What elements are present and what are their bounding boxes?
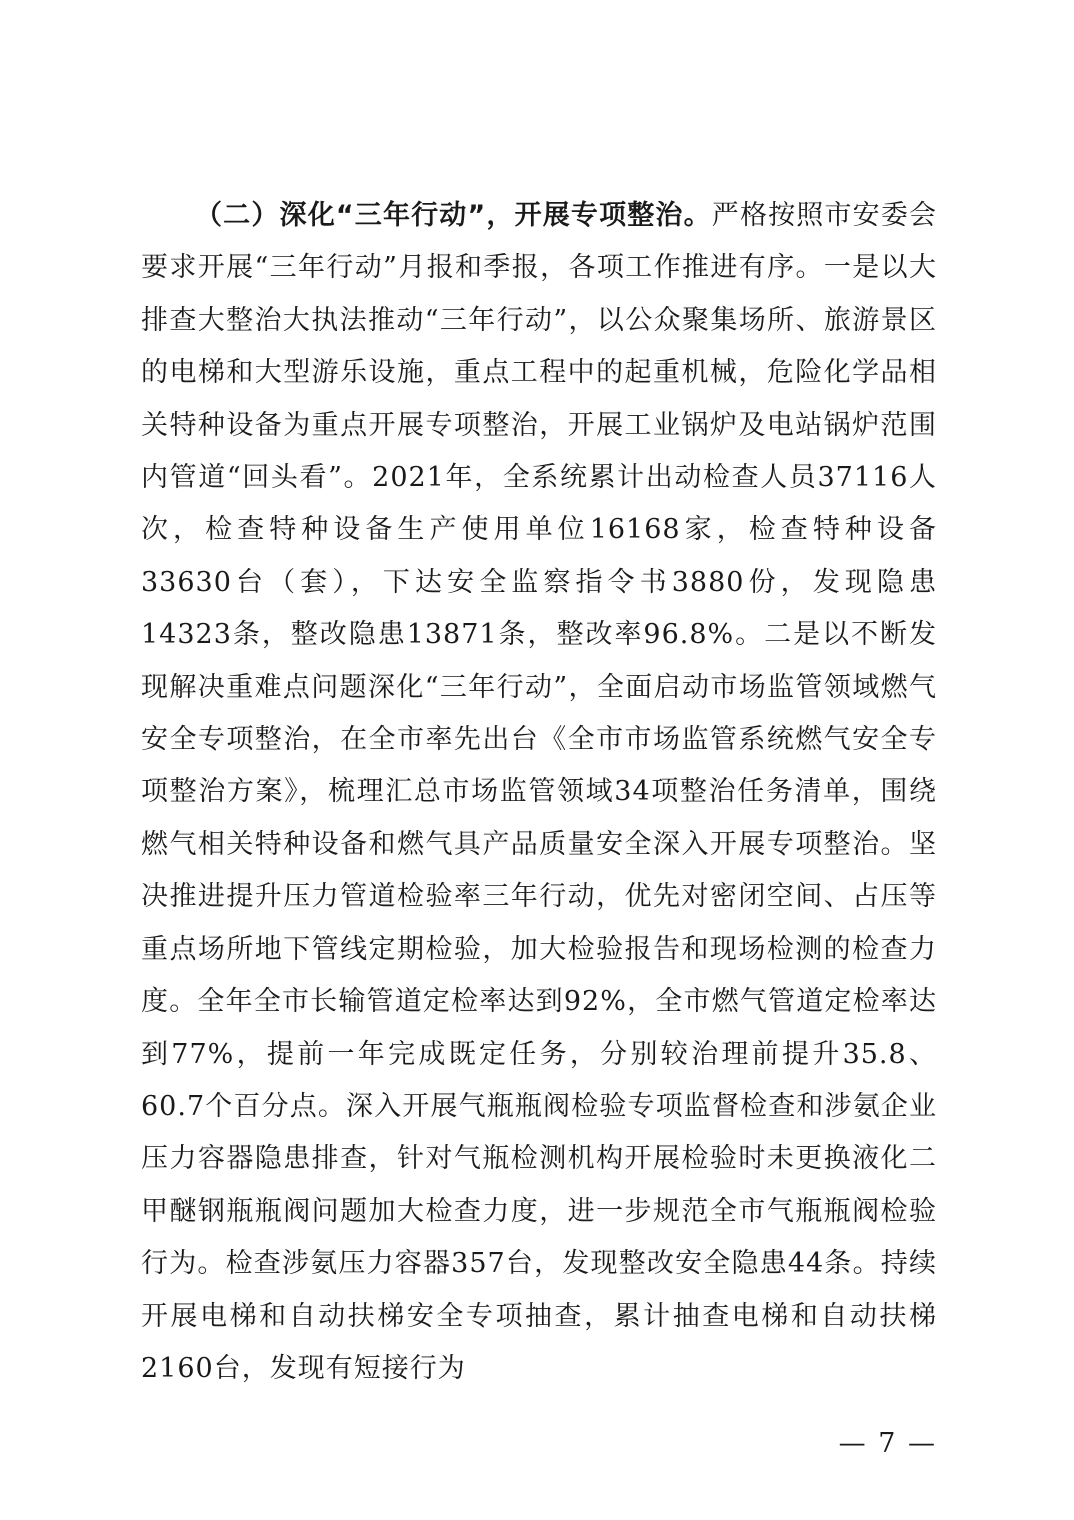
document-body xyxy=(141,190,937,1395)
paragraph-text: 严格按照市安委会要求开展“三年行动”月报和季报，各项工作推进有序。一是以大排查大整治大执法推动“三年行动”，以公众聚集场所、旅游景区的电梯和大型游乐设施，重点工程中的起重机械，危险化学品相关特种设备为重点开展专项整治，开展工业锅炉及电站锅炉范围内管道“回头看”。2021年，全系统累计出动检查人员37116人次，检查特种设备生产使用单位16168家，检查特种设备33630台（套），下达安全监察指令书3880份，发现隐患14323条，整改隐患13871条，整改率96.8%。二是以不断发现解决重难点问题深化“三年行动”，全面启动市场监管领域燃气安全专项整治，在全市率先出台《全市市场监管系统燃气安全专项整治方案》，梳理汇总市场监管领域34项整治任务清单，围绕燃气相关特种设备和燃气具产品质量安全深入开展专项整治。坚决推进提升压力管道检验率三年行动，优先对密闭空间、占压等重点场所地下管线定期检验，加大检验报告和现场检测的检查力度。全年全市长输管道定检率达到92%，全市燃气管道定检率达到77%，提前一年完成既定任务，分别较治理前提升35.8、60.7个百分点。深入开展气瓶瓶阀检验专项监督检查和涉氨企业压力容器隐患排查，针对气瓶检测机构开展检验时未更换液化二甲醚钢瓶瓶阀问题加大检查力度，进一步规范全市气瓶瓶阀检验行为。检查涉氨压力容器357台，发现整改安全隐患44条。持续开展电梯和自动扶梯安全专项抽查，累计抽查电梯和自动扶梯2160台，发现有短接行为 xyxy=(141,200,937,1384)
section-heading: （二）深化“三年行动”，开展专项整治。 xyxy=(195,200,712,231)
paragraph xyxy=(141,190,937,1395)
page-number: — 7 — xyxy=(838,1428,937,1459)
